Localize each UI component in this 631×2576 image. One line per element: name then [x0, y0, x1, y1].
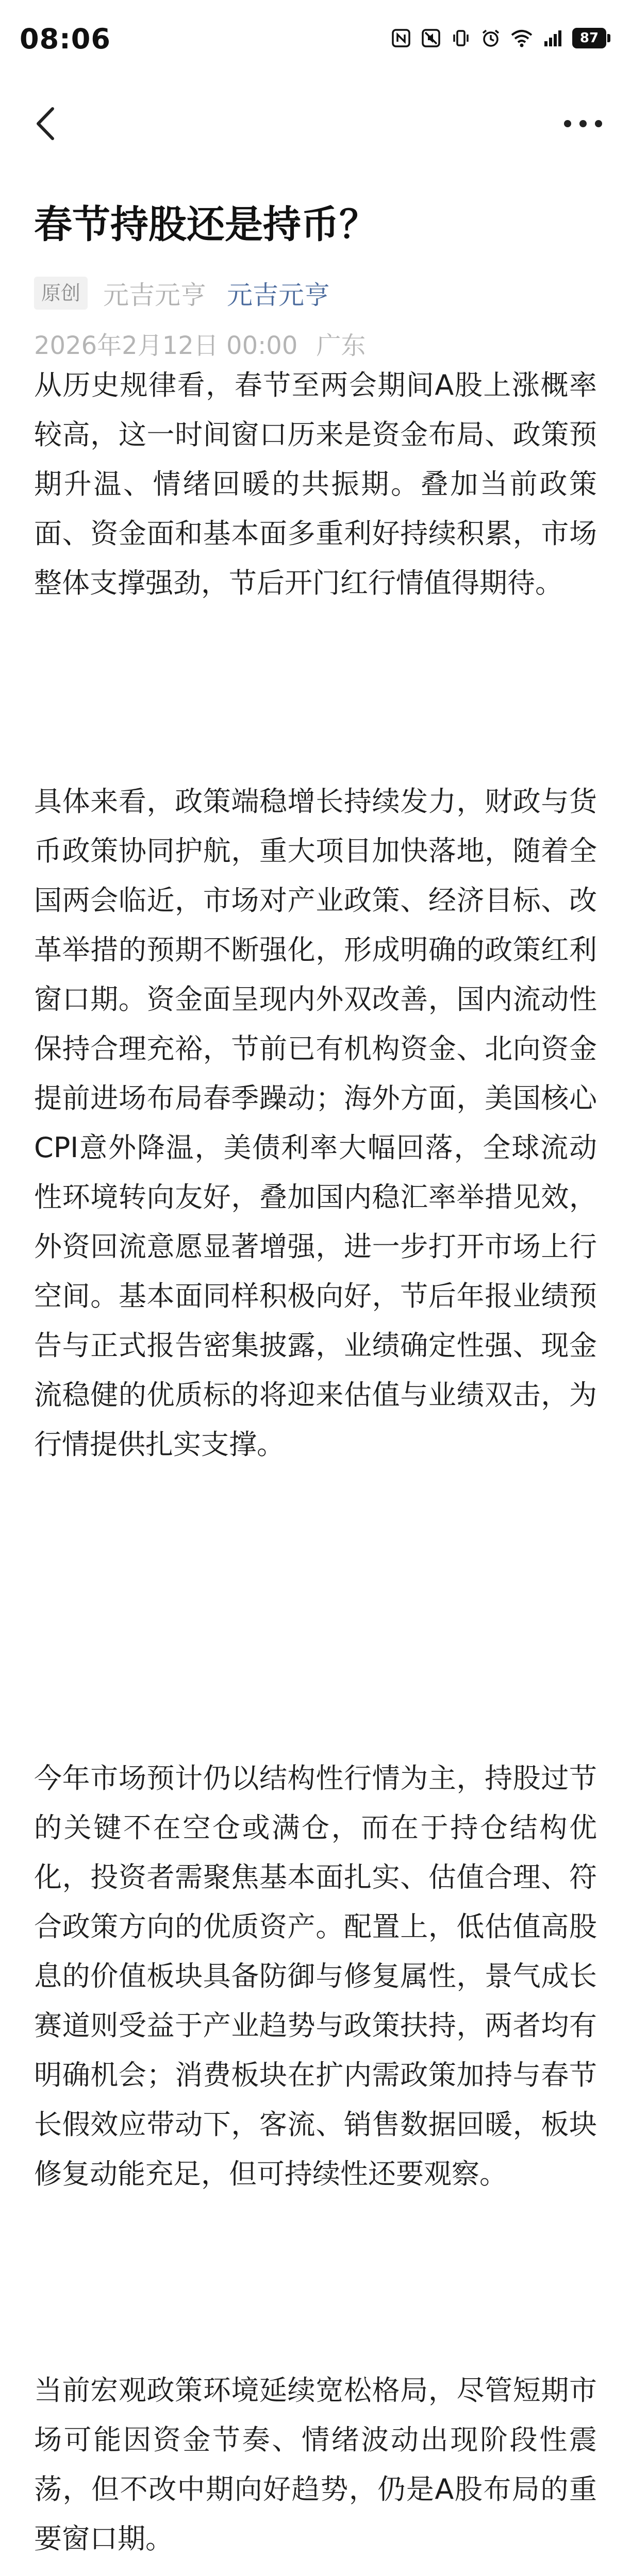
more-button[interactable] [560, 103, 606, 144]
status-bar [0, 0, 631, 88]
nav-bar [0, 88, 631, 165]
article-paragraph: 从历史规律看，春节至两会期间A股上涨概率较高，这一时间窗口历来是资金布局、政策预期升温、情绪回暖的共振期。叠加当前政策面、资金面和基本面多重利好持续积累，市场整体支撑强劲，节后开门红行情值得期待。 [34, 369, 597, 599]
more-horizontal-icon [562, 118, 604, 129]
chevron-left-icon [34, 106, 57, 142]
article-paragraph: 今年市场预计仍以结构性行情为主，持股过节的关键不在空仓或满仓，而在于持仓结构优化，投资者需聚焦基本面扎实、估值合理、符合政策方向的优质资产。配置上，低估值高股息的价值板块具备防御与修复属性，景气成长赛道则受益于产业趋势与政策扶持，两者均有明确机会；消费板块在扩内需政策加持与春节长假效应带动下，客流、销售数据回暖，板块修复动能充足，但可持续性还要观察。 [34, 1762, 597, 2190]
status-icons [391, 28, 610, 48]
publish-info [34, 326, 366, 361]
silent-icon [421, 28, 441, 48]
nfc-icon [391, 28, 411, 48]
wifi-icon [510, 28, 533, 48]
author-account-link[interactable]: 元吉元亨 [227, 280, 330, 310]
publish-date: 2026年2月12日 00:00 [34, 331, 298, 360]
signal-icon [542, 28, 563, 48]
alarm-icon [480, 28, 501, 48]
publish-location: 广东 [316, 331, 366, 360]
back-button[interactable] [25, 103, 66, 144]
battery-indicator [572, 28, 610, 48]
vibrate-icon [451, 28, 471, 48]
author-name-gray: 元吉元亨 [103, 280, 207, 310]
article-paragraph: 具体来看，政策端稳增长持续发力，财政与货币政策协同护航，重大项目加快落地，随着全国两会临近，市场对产业政策、经济目标、改革举措的预期不断强化，形成明确的政策红利窗口期。资金面呈现内外双改善，国内流动性保持合理充裕，节前已有机构资金、北向资金提前进场布局春季躁动；海外方面，美国核心CPI意外降温，美债利率大幅回落，全球流动性环境转向友好，叠加国内稳汇率举措见效，外资回流意愿显著增强，进一步打开市场上行空间。基本面同样积极向好，节后年报业绩预告与正式报告密集披露，业绩确定性强、现金流稳健的优质标的将迎来估值与业绩双击，为行情提供扎实支撑。 [34, 785, 597, 1461]
article-paragraph: 当前宏观政策环境延续宽松格局，尽管短期市场可能因资金节奏、情绪波动出现阶段性震荡，但不改中期向好趋势，仍是A股布局的重要窗口期。 [34, 2374, 597, 2555]
status-time: 08:06 [20, 23, 111, 55]
article-title: 春节持股还是持币？ [34, 202, 377, 247]
original-badge: 原创 [34, 277, 88, 310]
battery-level: 87 [572, 28, 606, 48]
battery-tip [607, 34, 610, 42]
article-meta [34, 274, 330, 312]
